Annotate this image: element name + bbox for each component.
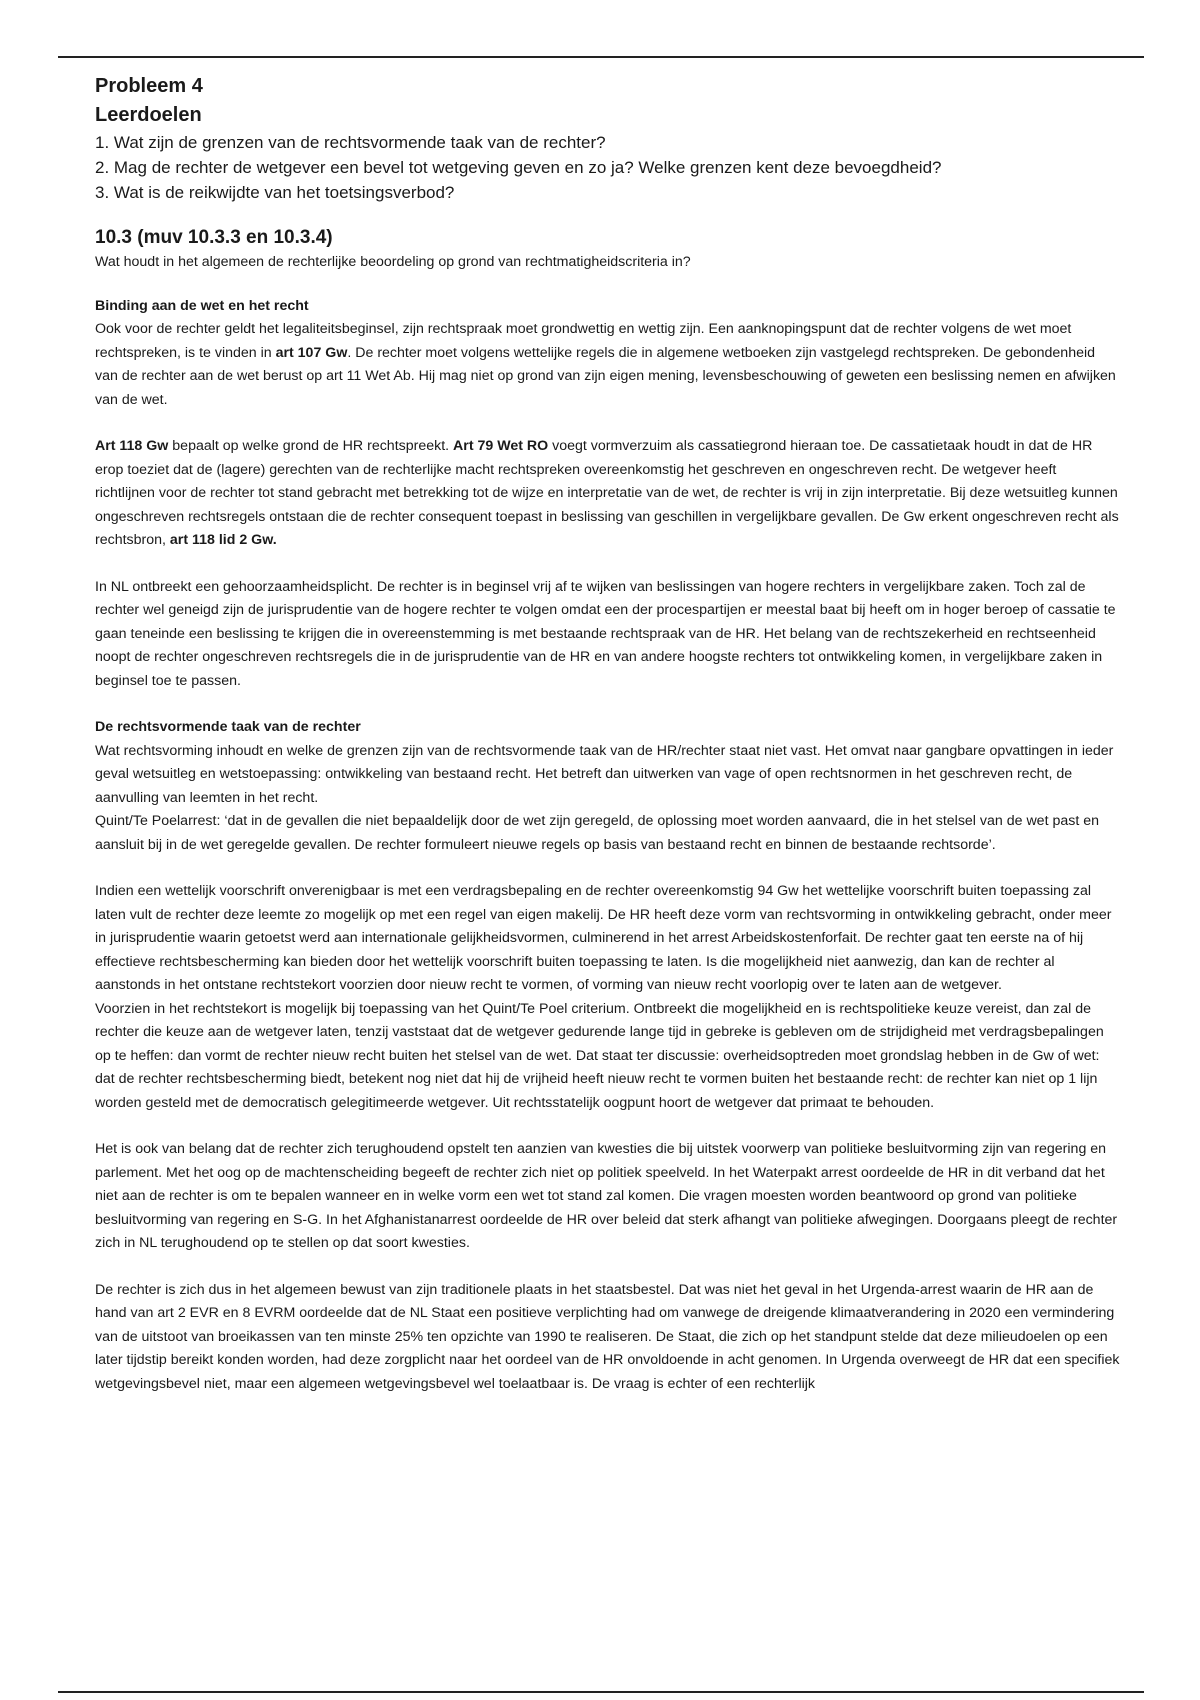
section-question: Wat houdt in het algemeen de rechterlijke beoordeling op grond van rechtmatigheidscriteria in? (95, 254, 691, 270)
rechtsvormend-paragraph-6: De rechter is zich dus in het algemeen bewust van zijn traditionele plaats in het staatsbestel. Dat was niet het geval in het Urgenda-arrest waarin de HR aan de hand van art 2 EVR en 8 EVRM oordeelde dat de NL Staat een positieve verplichting had om vanwege de dreigende klimaatverandering in 2020 een vermindering van de uitstoot van broeikassen van ten minste 25% ten opzichte van 1990 te realiseren. De Staat, die zich op het standpunt stelde dat deze milieudoelen op een later tijdstip bereikt konden worden, had deze zorgplicht naar het oordeel van de HR onvoldoende in acht genomen. In Urgenda overweegt de HR dat een specifiek wetgevingsbevel niet, maar een algemeen wetgevingsbevel wel toelaatbaar is. De vraag is echter of een rechterlijk (95, 1281, 1120, 1392)
rechtsvormend-paragraph-2: Quint/Te Poelarrest: ‘dat in de gevallen die niet bepaaldelijk door de wet zijn geregeld, de oplossing moet worden aanvaard, die in het stelsel van de wet past en aansluit bij in de wet geregelde gevallen. De rechter formuleert nieuwe regels op basis van bestaand recht en binnen de bestaande rechtsorde’. (95, 813, 1099, 853)
learning-goal-1: 1. Wat zijn de grenzen van de rechtsvormende taak van de rechter? (95, 133, 606, 152)
binding-paragraph-1: Ook voor de rechter geldt het legaliteitsbeginsel, zijn rechtspraak moet grondwettig en wettig zijn. Een aanknopingspunt dat de rechter volgens de wet moet rechtspreken, is te vinden in art 107 Gw. De rechter moet volgens wettelijke regels die in algemene wetboeken zijn vastgelegd rechtspreken. De gebondenheid van de rechter aan de wet berust op art 11 Wet Ab. Hij mag niet op grond van zijn eigen mening, levensbeschouwing of geweten een beslissing nemen en afwijken van de wet. (95, 321, 1116, 408)
rechtsvormend-paragraph-3: Indien een wettelijk voorschrift onverenigbaar is met een verdragsbepaling en de rechter overeenkomstig 94 Gw het wettelijke voorschrift buiten toepassing zal laten vult de rechter deze leemte zo mogelijk op met een regel van eigen makelij. De HR heeft deze vorm van rechtsvorming in ontwikkeling gebracht, onder meer in jurisprudentie waarin getoetst werd aan internationale gelijkheidsvormen, culminerend in het arrest Arbeidskostenforfait. De rechter gaat ten eerste na of hij effectieve rechtsbescherming kan bieden door het wettelijk voorschrift buiten toepassing te laten. Is die mogelijkheid niet aanwezig, dan kan de rechter al aanstonds in het ontstane rechtstekort voorzien door nieuw recht te vormen, of vorming van nieuw recht voorlopig over te laten aan de wetgever. (95, 883, 1112, 993)
bottom-rule (58, 1691, 1144, 1693)
binding-paragraph-3: In NL ontbreekt een gehoorzaamheidsplicht. De rechter is in beginsel vrij af te wijken van beslissingen van hogere rechters in vergelijkbare zaken. Toch zal de rechter wel geneigd zijn de jurisprudentie van de hogere rechter te volgen omdat een der procespartijen er meestal baat bij heeft om in hoger beroep of cassatie te gaan teneinde een beslissing te krijgen die in overeenstemming is met bestaande rechtspraak van de HR. Het belang van de rechtszekerheid en rechtseenheid noopt de rechter ongeschreven rechtsregels die in de jurisprudentie van de HR en van andere hoogste rechters tot ontwikkeling komen, in vergelijkbare zaken in beginsel toe te passen. (95, 578, 1116, 689)
rechtsvormend-paragraph-5: Het is ook van belang dat de rechter zich terughoudend opstelt ten aanzien van kwesties die bij uitstek voorwerp van politieke besluitvorming zijn van regering en parlement. Met het oog op de machtenscheiding begeeft de rechter zich niet op politiek speelveld. In het Waterpakt arrest oordeelde de HR in dit verband dat het niet aan de rechter is om te bepalen wanneer en in welke vorm een wet tot stand zal komen. Die vragen moesten worden beantwoord op grond van politieke besluitvorming van regering en S-G. In het Afghanistanarrest oordeelde de HR over beleid dat sterk afhangt van politieke afwegingen. Doorgaans pleegt de rechter zich in NL terughoudend op te stellen op dat soort kwesties. (95, 1141, 1118, 1251)
binding-paragraph-2: Art 118 Gw bepaalt op welke grond de HR rechtspreekt. Art 79 Wet RO voegt vormverzuim als cassatiegrond hieraan toe. De cassatietaak houdt in dat de HR erop toeziet dat de (lagere) gerechten van de rechterlijke macht rechtspreken overeenkomstig het geschreven en ongeschreven recht. De wetgever heeft richtlijnen voor de rechter tot stand gebracht met betrekking tot de wijze en interpretatie van de wet, de rechter is vrij in zijn interpretatie. Bij deze wetsuitleg kunnen ongeschreven rechtsregels ontstaan die de rechter consequent toepast in beslissing van geschillen in vergelijkbare gevallen. De Gw erkent ongeschreven recht als rechtsbron, art 118 lid 2 Gw. (95, 438, 1119, 548)
top-rule (58, 56, 1144, 58)
binding-heading: Binding aan de wet en het recht (95, 297, 309, 314)
rechtsvormend-paragraph-4: Voorzien in het rechtstekort is mogelijk bij toepassing van het Quint/Te Poel criterium. Ontbreekt die mogelijkheid en is rechtspolitieke keuze vereist, dan zal de rechter die keuze aan de wetgever laten, tenzij vaststaat dat de wetgever gedurende lange tijd in gebreke is gebleven om de strijdigheid met verdragsbepalingen op te heffen: dan vormt de rechter nieuw recht buiten het stelsel van de wet. Dat staat ter discussie: overheidsoptreden moet grondslag hebben in de Gw of wet: dat de rechter rechtsbescherming biedt, betekent nog niet dat hij de vrijheid heeft nieuw recht te vormen buiten het bestaande recht: de rechter kan niet op 1 lijn worden gesteld met de democratisch gelegitimeerde wetgever. Uit rechtsstatelijk oogpunt hoort de wetgever dat primaat te behouden. (95, 1000, 1104, 1111)
rechtsvormend-heading: De rechtsvormende taak van de rechter (95, 719, 361, 735)
learning-goal-3: 3. Wat is de reikwijdte van het toetsingsverbod? (95, 183, 455, 202)
learning-goal-2: 2. Mag de rechter de wetgever een bevel tot wetgeving geven en zo ja? Welke grenzen kent deze bevoegdheid? (95, 158, 942, 177)
problem-title: Probleem 4 (95, 75, 203, 97)
learning-goals-title: Leerdoelen (95, 104, 202, 126)
rechtsvormend-paragraph-1: Wat rechtsvorming inhoudt en welke de grenzen zijn van de rechtsvormende taak van de HR/rechter staat niet vast. Het omvat naar gangbare opvattingen in ieder geval wetsuitleg en wetstoepassing: ontwikkeling van bestaand recht. Het betreft dan uitwerken van vage of open rechtsnormen in het geschreven recht, de aanvulling van leemten in het recht. (95, 742, 1114, 806)
document-content (95, 72, 1120, 1396)
section-title: 10.3 (muv 10.3.3 en 10.3.4) (95, 227, 333, 248)
